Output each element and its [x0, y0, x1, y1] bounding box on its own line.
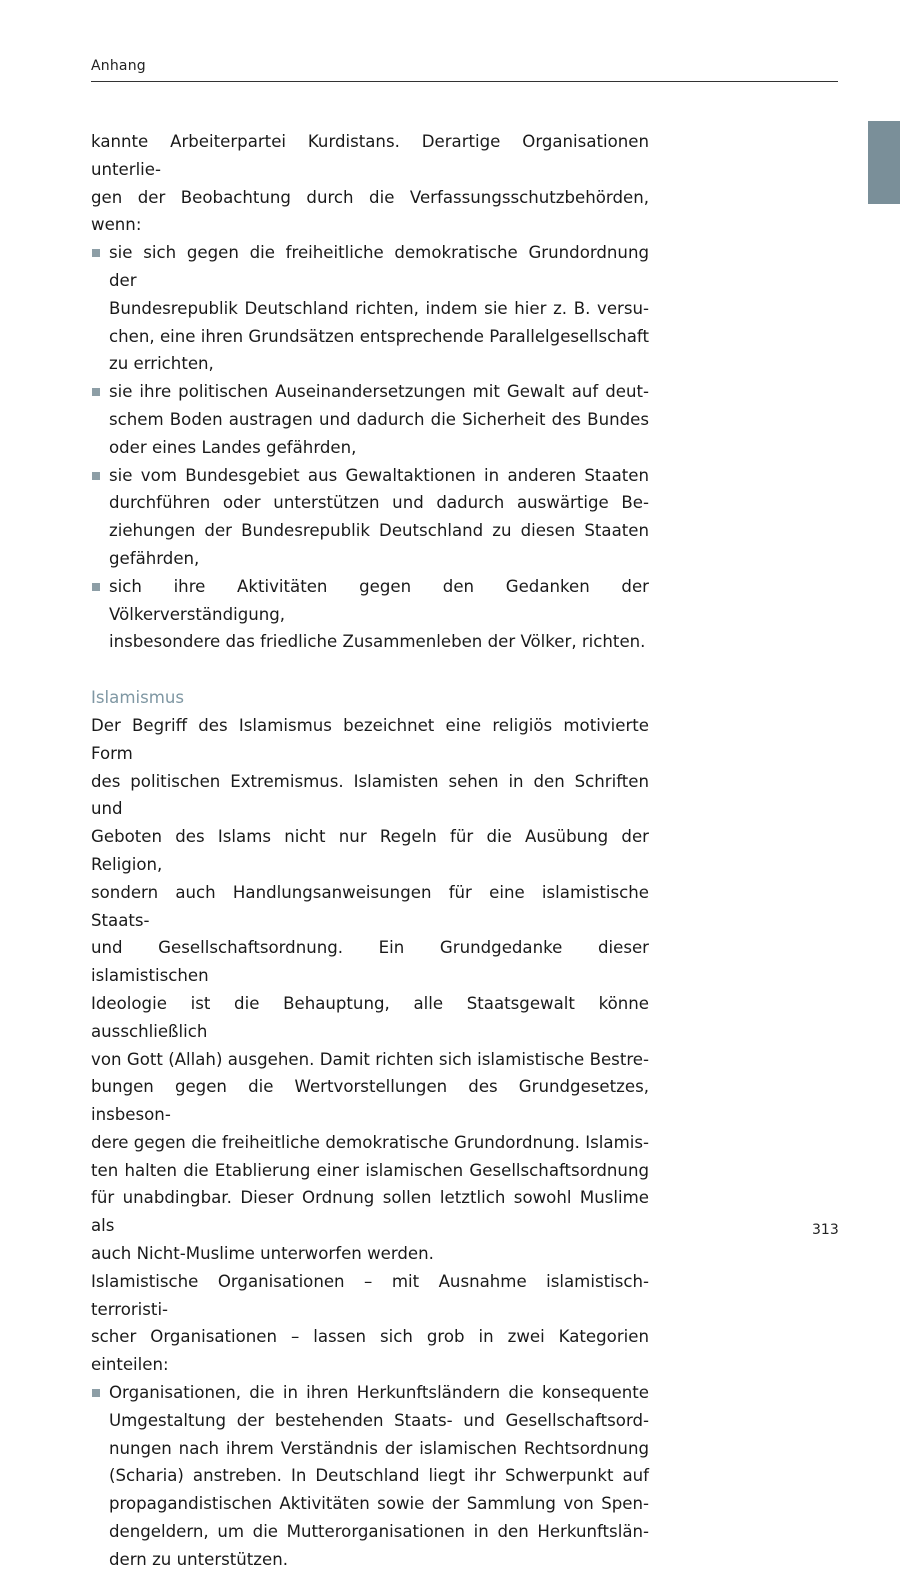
list-item-line: durchführen oder unterstützen und dadurch auswärtige Be- [109, 493, 649, 513]
paragraph-line: für unabdingbar. Dieser Ordnung sollen letztlich sowohl Muslime als [91, 1188, 649, 1236]
list-item-line: sich ihre Aktivitäten gegen den Gedanken der Völkerverständigung, [109, 576, 649, 624]
main-content [91, 128, 649, 1574]
list-item-line: dengeldern, um die Mutterorganisationen in den Herkunftslän- [109, 1522, 649, 1542]
square-bullet-icon [92, 583, 100, 591]
list-item [91, 1379, 649, 1574]
paragraph-line: sondern auch Handlungsanweisungen für eine islamistische Staats- [91, 882, 649, 930]
square-bullet-icon [92, 388, 100, 396]
list-item-line: nungen nach ihrem Verständnis der islamischen Rechtsordnung [109, 1438, 649, 1458]
list-item-line: ziehungen der Bundesrepublik Deutschland zu diesen Staaten [109, 521, 649, 541]
criteria-list [91, 239, 649, 656]
list-item-line: schem Boden austragen und dadurch die Sicherheit des Bundes [109, 409, 649, 429]
list-item-line: insbesondere das friedliche Zusammenleben der Völker, richten. [109, 632, 646, 652]
intro-line: gen der Beobachtung durch die Verfassungsschutzbehörden, wenn: [91, 187, 649, 235]
list-item-line: gefährden, [109, 548, 200, 568]
chapter-tab-marker [868, 121, 900, 204]
paragraph-line: Islamistische Organisationen – mit Ausnahme islamistisch-terroristi- [91, 1271, 649, 1319]
section-heading: Islamismus [91, 688, 185, 708]
paragraph-line: des politischen Extremismus. Islamisten sehen in den Schriften und [91, 771, 649, 819]
list-item [91, 573, 649, 656]
paragraph-line: von Gott (Allah) ausgehen. Damit richten sich islamistische Bestre- [91, 1049, 649, 1069]
list-item-line: (Scharia) anstreben. In Deutschland liegt ihr Schwerpunkt auf [109, 1466, 649, 1486]
intro-line: kannte Arbeiterpartei Kurdistans. Derartige Organisationen unterlie- [91, 132, 649, 179]
paragraph-line: ten halten die Etablierung einer islamischen Gesellschaftsordnung [91, 1160, 649, 1180]
intro-paragraph [91, 128, 649, 239]
running-header: Anhang [91, 58, 146, 74]
list-item [91, 378, 649, 461]
list-item-line: zu errichten, [109, 354, 214, 374]
paragraph-line: Ideologie ist die Behauptung, alle Staatsgewalt könne ausschließlich [91, 993, 649, 1041]
square-bullet-icon [92, 472, 100, 480]
header-divider [91, 81, 838, 82]
paragraph-line: dere gegen die freiheitliche demokratische Grundordnung. Islamis- [91, 1132, 649, 1152]
list-item-line: sie sich gegen die freiheitliche demokratische Grundordnung der [109, 243, 649, 290]
paragraph-line: auch Nicht-Muslime unterworfen werden. [91, 1244, 434, 1264]
list-item-line: oder eines Landes gefährden, [109, 437, 357, 457]
body-paragraph [91, 1268, 649, 1379]
paragraph-line: scher Organisationen – lassen sich grob in zwei Kategorien einteilen: [91, 1327, 649, 1375]
square-bullet-icon [92, 249, 100, 257]
paragraph-line: Der Begriff des Islamismus bezeichnet eine religiös motivierte Form [91, 715, 649, 763]
list-item-line: dern zu unterstützen. [109, 1549, 289, 1569]
list-item-line: propagandistischen Aktivitäten sowie der Sammlung von Spen- [109, 1494, 649, 1514]
list-item-line: sie vom Bundesgebiet aus Gewaltaktionen in anderen Staaten [109, 465, 649, 485]
list-item-line: Umgestaltung der bestehenden Staats- und Gesellschaftsord- [109, 1410, 649, 1430]
list-item-line: Bundesrepublik Deutschland richten, indem sie hier z. B. versu- [109, 298, 649, 318]
paragraph-line: und Gesellschaftsordnung. Ein Grundgedanke dieser islamistischen [91, 938, 649, 986]
body-paragraph [91, 712, 649, 1268]
list-item-line: sie ihre politischen Auseinandersetzungen mit Gewalt auf deut- [109, 382, 649, 402]
list-item [91, 462, 649, 573]
page-number: 313 [812, 1222, 839, 1238]
list-item-line: chen, eine ihren Grundsätzen entsprechende Parallelgesellschaft [109, 326, 649, 346]
list-item-line: Organisationen, die in ihren Herkunftsländern die konsequente [109, 1383, 649, 1403]
paragraph-line: bungen gegen die Wertvorstellungen des Grundgesetzes, insbeson- [91, 1077, 649, 1125]
categories-list [91, 1379, 649, 1574]
list-item [91, 239, 649, 378]
square-bullet-icon [92, 1389, 100, 1397]
paragraph-line: Geboten des Islams nicht nur Regeln für die Ausübung der Religion, [91, 827, 649, 874]
